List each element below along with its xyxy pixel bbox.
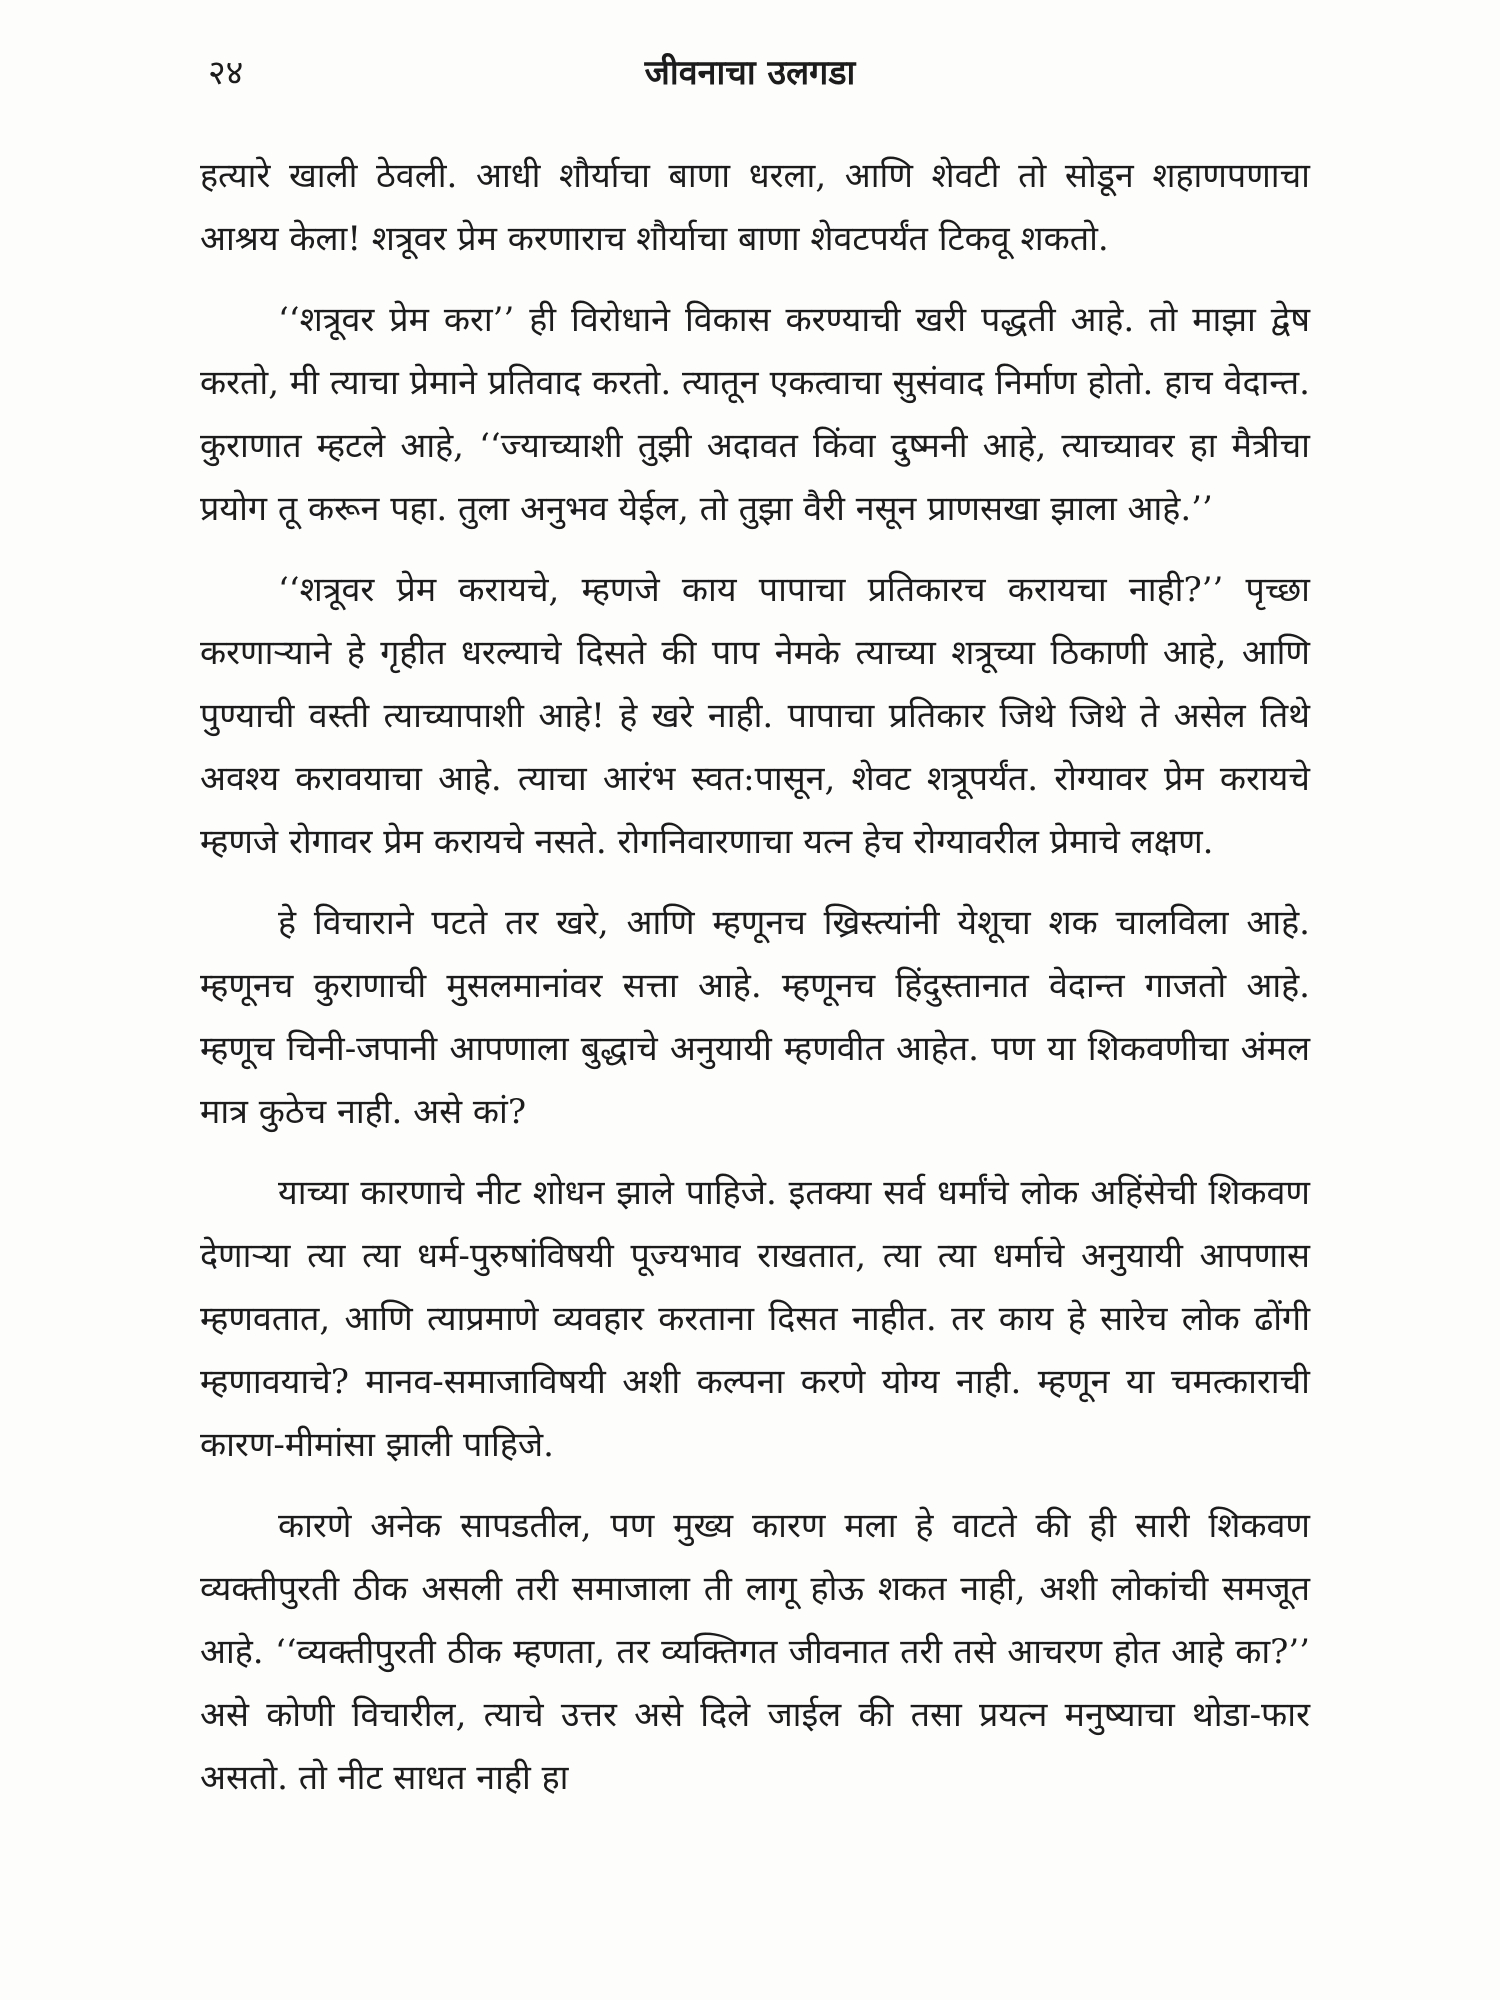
paragraph-5: याच्या कारणाचे नीट शोधन झाले पाहिजे. इतक्या सर्व धर्मांचे लोक अहिंसेची शिकवण देणाऱ्या त्या त्या धर्म-पुरुषांविषयी पूज्यभाव राखतात, त्या त्या धर्माचे अनुयायी आपणास म्हणवतात, आणि त्याप्रमाणे व्यवहार करताना दिसत नाहीत. तर काय हे सारेच लोक ढोंगी म्हणावयाचे? मानव-समाजाविषयी अशी कल्पना करणे योग्य नाही. म्हणून या चमत्काराची कारण-मीमांसा झाली पाहिजे. — [200, 1173, 1310, 1465]
paragraph-3: ‘‘शत्रूवर प्रेम करायचे, म्हणजे काय पापाचा प्रतिकारच करायचा नाही?’’ पृच्छा करणाऱ्याने हे गृहीत धरल्याचे दिसते की पाप नेमके त्याच्या शत्रूच्या ठिकाणी आहे, आणि पुण्याची वस्ती त्याच्यापाशी आहे! हे खरे नाही. पापाचा प्रतिकार जिथे जिथे ते असेल तिथे अवश्य करावयाचा आहे. त्याचा आरंभ स्वत:पासून, शेवट शत्रूपर्यंत. रोग्यावर प्रेम करायचे म्हणजे रोगावर प्रेम करायचे नसते. रोगनिवारणाचा यत्न हेच रोग्यावरील प्रेमाचे लक्षण. — [200, 570, 1310, 862]
paragraph-4: हे विचाराने पटते तर खरे, आणि म्हणूनच ख्रिस्त्यांनी येशूचा शक चालविला आहे. म्हणूनच कुराणाची मुसलमानांवर सत्ता आहे. म्हणूनच हिंदुस्तानात वेदान्त गाजतो आहे. म्हणूच चिनी-जपानी आपणाला बुद्धाचे अनुयायी म्हणवीत आहेत. पण या शिकवणीचा अंमल मात्र कुठेच नाही. असे कां? — [200, 903, 1310, 1132]
paragraph-1: हत्यारे खाली ठेवली. आधी शौर्याचा बाणा धरला, आणि शेवटी तो सोडून शहाणपणाचा आश्रय केला! शत्रूवर प्रेम करणाराच शौर्याचा बाणा शेवटपर्यंत टिकवू शकतो. — [200, 156, 1310, 259]
running-title: जीवनाचा उलगडा — [644, 53, 856, 93]
running-head — [200, 44, 1300, 104]
page-number: २४ — [208, 53, 244, 93]
paragraph-6: कारणे अनेक सापडतील, पण मुख्य कारण मला हे वाटते की ही सारी शिकवण व्यक्तीपुरती ठीक असली तरी समाजाला ती लागू होऊ शकत नाही, अशी लोकांची समजूत आहे. ‘‘व्यक्तीपुरती ठीक म्हणता, तर व्यक्तिगत जीवनात तरी तसे आचरण होत आहे का?’’ असे कोणी विचारील, त्याचे उत्तर असे दिले जाईल की तसा प्रयत्न मनुष्याचा थोडा-फार असतो. तो नीट साधत नाही हा — [200, 1506, 1310, 1798]
paragraph-2: ‘‘शत्रूवर प्रेम करा’’ ही विरोधाने विकास करण्याची खरी पद्धती आहे. तो माझा द्वेष करतो, मी त्याचा प्रेमाने प्रतिवाद करतो. त्यातून एकत्वाचा सुसंवाद निर्माण होतो. हाच वेदान्त. कुराणात म्हटले आहे, ‘‘ज्याच्याशी तुझी अदावत किंवा दुष्मनी आहे, त्याच्यावर हा मैत्रीचा प्रयोग तू करून पहा. तुला अनुभव येईल, तो तुझा वैरी नसून प्राणसखा झाला आहे.’’ — [200, 300, 1310, 529]
body-text — [200, 145, 1310, 1828]
